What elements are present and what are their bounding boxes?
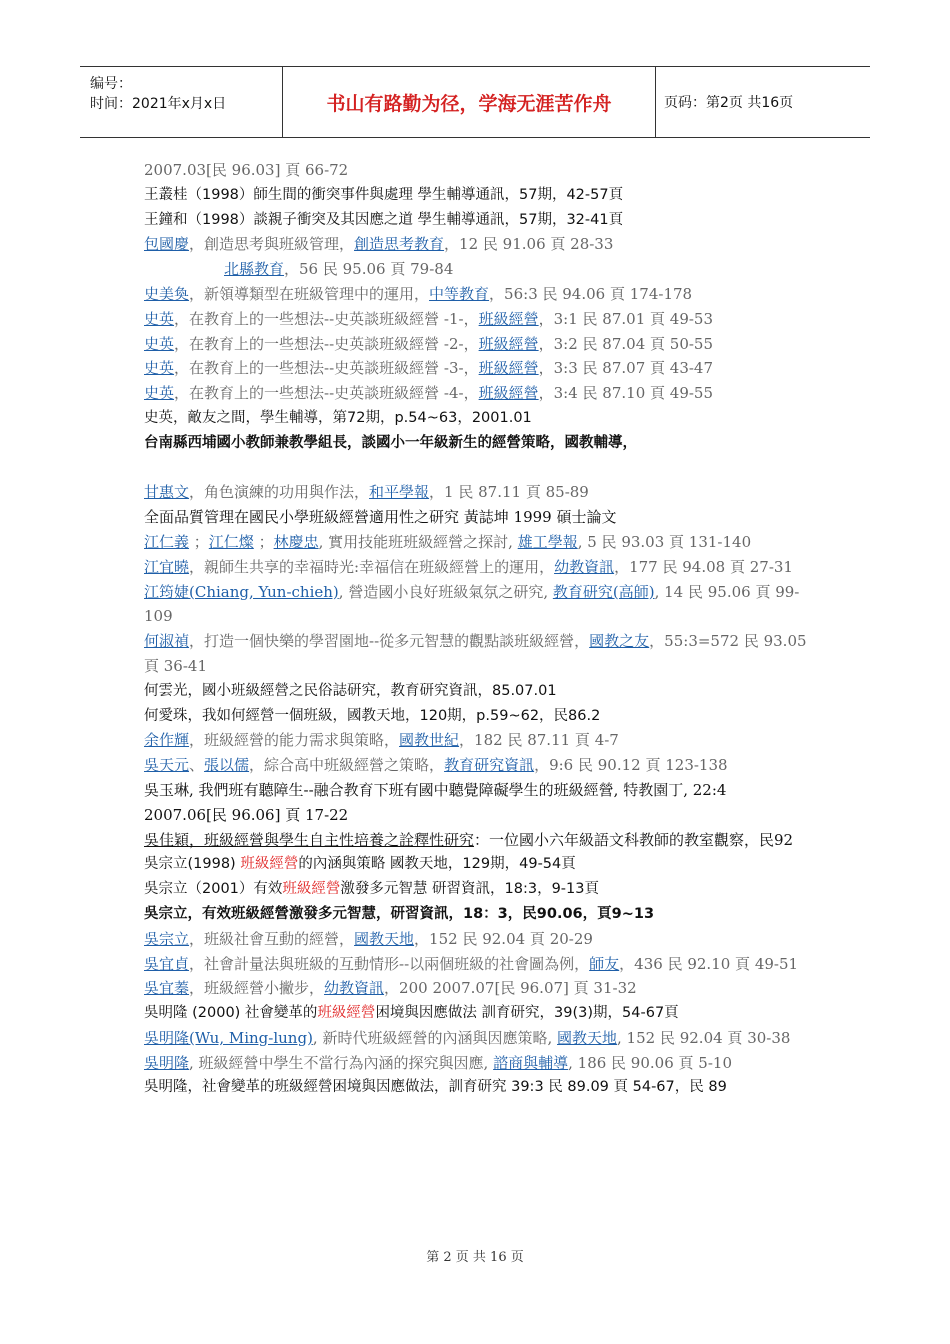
author-link[interactable]: 林慶忠 (273, 532, 319, 551)
ref-title: , 營造國小良好班級氣氛之研究, (338, 582, 553, 601)
blank-line (144, 456, 814, 481)
author-link[interactable]: 吳宗立 (144, 929, 190, 948)
ref-line-11 (144, 406, 814, 431)
ref-line-23 (144, 753, 814, 778)
journal-link[interactable]: 北縣教育 (224, 260, 285, 279)
ref-line-30 (144, 952, 814, 977)
ref-text: 全面品質管理在國民小學班級經營適用性之研究 黃誌坤 1999 碩士論文 (144, 508, 617, 527)
journal-link[interactable]: 創造思考教育 (354, 235, 445, 254)
author-link[interactable]: 張以儒 (204, 756, 250, 775)
ref-text: 困境與因應做法 訓育研究，39(3)期，54-67頁 (375, 1005, 679, 1022)
journal-link[interactable]: 幼教資訊 (324, 979, 385, 998)
ref-source: ，3:3 民 87.07 頁 43-47 (538, 359, 714, 378)
author-link[interactable]: 吳宜蓁 (144, 979, 190, 998)
ref-title: ，角色演練的功用與作法， (189, 483, 370, 502)
ref-line-28 (144, 902, 814, 927)
ref-text: 吳明隆 (2000) 社會變革的 (144, 1005, 318, 1022)
ref-line-12 (144, 431, 814, 456)
ref-line-17 (144, 555, 814, 580)
ref-line-18 (144, 580, 814, 630)
journal-link[interactable]: 班級經營 (478, 309, 539, 328)
highlight-term: 班級經營 (282, 881, 341, 898)
ref-source: ，3:2 民 87.04 頁 50-55 (538, 334, 714, 353)
ref-line-6 (144, 282, 814, 307)
separator: 、 (189, 756, 205, 775)
separator: ； (253, 532, 274, 551)
ref-title: ，社會計量法與班級的互動情形--以兩個班級的社會圖為例， (189, 954, 590, 973)
header-page-info: 页码：第2页 共16页 (664, 95, 794, 111)
journal-link[interactable]: 幼教資訊 (554, 557, 615, 576)
ref-line-16 (144, 530, 814, 555)
ref-line-20 (144, 679, 814, 704)
ref-title: ，班級社會互動的經營， (189, 929, 355, 948)
ref-title: , 班級經營中學生不當行為內涵的探究與因應, (189, 1053, 494, 1072)
ref-title: ，在教育上的一些想法--史英談班級經營 -1-， (174, 309, 479, 328)
journal-link[interactable]: 班級經營 (478, 384, 539, 403)
page-header (80, 66, 870, 138)
ref-line-9 (144, 356, 814, 381)
ref-text: 吳玉琳, 我們班有聽障生--融合教育下班有國中聽覺障礙學生的班級經營, 特教園丁, 22:4 2007.06[民 96.06] 頁 17-22 (144, 780, 727, 824)
author-link[interactable]: 吳天元 (144, 756, 190, 775)
ref-source: ，436 民 92.10 頁 49-51 (619, 954, 799, 973)
ref-text: 激發多元智慧 研習資訊，18:3，9-13頁 (340, 881, 599, 898)
ref-title: ，在教育上的一些想法--史英談班級經營 -2-， (174, 334, 479, 353)
author-link[interactable]: 甘惠文 (144, 483, 190, 502)
ref-line-34 (144, 1051, 814, 1076)
author-link[interactable]: 吳明隆 (144, 1053, 190, 1072)
ref-source: ，12 民 91.06 頁 28-33 (444, 235, 614, 254)
ref-title: ，在教育上的一些想法--史英談班級經營 -4-， (174, 384, 479, 403)
ref-source: , 186 民 90.06 頁 5-10 (568, 1053, 732, 1072)
journal-link[interactable]: 和平學報 (369, 483, 430, 502)
ref-line-1 (144, 158, 814, 183)
ref-title: ，班級經營的能力需求與策略， (189, 731, 400, 750)
ref-line-4 (144, 232, 814, 257)
ref-text: 何愛珠，我如何經營一個班級，國教天地，120期，p.59~62，民86.2 (144, 707, 601, 724)
ref-source: , 152 民 92.04 頁 30-38 (617, 1028, 791, 1047)
journal-link[interactable]: 教育研究(高師) (552, 582, 655, 601)
ref-source: ，3:1 民 87.01 頁 49-53 (538, 309, 714, 328)
journal-link[interactable]: 班級經營 (478, 359, 539, 378)
ref-title: , 新時代班級經營的內涵與因應策略, (312, 1028, 557, 1047)
highlight-term: 班級經營 (317, 1005, 376, 1022)
author-link[interactable]: 史英 (144, 359, 175, 378)
ref-source: ，182 民 87.11 頁 4-7 (459, 731, 619, 750)
ref-text: 王叢桂（1998）師生間的衝突事件與處理 學生輔導通訊，57期，42-57頁 (144, 186, 624, 203)
journal-link[interactable]: 雄工學報 (517, 532, 578, 551)
ref-title: ，新領導類型在班級管理中的運用， (189, 284, 430, 303)
author-link[interactable]: 包國慶 (144, 235, 190, 254)
ref-text: 吳宗立（2001）有效 (144, 881, 283, 898)
ref-source: ，177 民 94.08 頁 27-31 (614, 557, 793, 576)
journal-link[interactable]: 班級經營 (478, 334, 539, 353)
ref-text: 台南縣西埔國小教師兼教學組長，談國小一年級新生的經營策略，國教輔導， (144, 434, 637, 451)
ref-source: , 14 民 95.06 頁 99-109 (144, 582, 800, 626)
header-motto: 书山有路勤为径，学海无涯苦作舟 (283, 67, 656, 137)
page-footer: 第 2 页 共 16 页 (426, 1250, 524, 1265)
ref-source: , 5 民 93.03 頁 131-140 (577, 532, 752, 551)
ref-source: ，1 民 87.11 頁 85-89 (429, 483, 589, 502)
ref-line-33 (144, 1026, 814, 1051)
ref-source: ，152 民 92.04 頁 20-29 (414, 929, 593, 948)
bibliography-list (144, 158, 814, 1100)
ref-line-24 (144, 778, 814, 828)
ref-title: ，綜合高中班級經營之策略， (249, 756, 445, 775)
ref-title: ，親師生共享的幸福時光:幸福信在班級經營上的運用， (189, 557, 555, 576)
author-link[interactable]: 史美奐 (144, 284, 190, 303)
ref-line-31 (144, 976, 814, 1001)
ref-text: 2007.03[民 96.03] 頁 66-72 (144, 161, 349, 179)
ref-text: 史英，敵友之間，學生輔導，第72期，p.54~63，2001.01 (144, 409, 532, 426)
journal-link[interactable]: 國教世紀 (399, 731, 460, 750)
ref-source: ，55:3=572 民 93.05 頁 36-41 (144, 632, 807, 675)
author-link[interactable]: 江仁燦 (208, 532, 254, 551)
author-link[interactable]: 史英 (144, 334, 175, 353)
ref-line-19 (144, 629, 814, 679)
ref-line-2 (144, 183, 814, 208)
author-link[interactable]: 江宜曉 (144, 557, 190, 576)
ref-line-21 (144, 704, 814, 729)
author-link[interactable]: 史英 (144, 309, 175, 328)
ref-title: ，創造思考與班級管理， (189, 235, 355, 254)
author-link[interactable]: 余作輝 (144, 731, 190, 750)
author-link[interactable]: 史英 (144, 384, 175, 403)
journal-link[interactable]: 中等教育 (429, 284, 490, 303)
journal-link[interactable]: 國教天地 (354, 929, 415, 948)
thesis-title: 吳佳穎，班級經營與學生自主性培養之詮釋性研究 (144, 830, 475, 849)
ref-source: ，3:4 民 87.10 頁 49-55 (538, 384, 714, 403)
ref-title: ，班級經營小撇步， (189, 979, 325, 998)
ref-text: 吳明隆，社會變革的班級經營困境與因應做法，訓育研究 39:3 民 89.09 頁 54-67，民 89 (144, 1079, 727, 1096)
ref-line-32 (144, 1001, 814, 1026)
ref-text: 的內涵與策略 國教天地，129期，49-54頁 (298, 856, 576, 873)
ref-source: ，56 民 95.06 頁 79-84 (284, 260, 454, 279)
journal-link[interactable]: 諮商與輔導 (493, 1053, 569, 1072)
author-link[interactable]: 何淑禎 (144, 632, 190, 651)
ref-title: ，在教育上的一些想法--史英談班級經營 -3-， (174, 359, 479, 378)
ref-source: ，56:3 民 94.06 頁 174-178 (489, 284, 693, 303)
ref-line-25 (144, 828, 814, 853)
ref-line-22 (144, 728, 814, 753)
author-link[interactable]: 吳明隆(Wu, Ming-lung) (144, 1028, 313, 1047)
journal-link[interactable]: 國教之友 (589, 632, 650, 651)
ref-text: 吳宗立(1998) (144, 856, 241, 873)
ref-text: ：一位國小六年級語文科教師的教室觀察，民92 (474, 830, 794, 849)
ref-source: ，200 2007.07[民 96.07] 頁 31-32 (384, 979, 637, 998)
ref-line-27 (144, 877, 814, 902)
ref-title: ，打造一個快樂的學習園地--從多元智慧的觀點談班級經營， (189, 632, 590, 651)
author-link[interactable]: 江筠婕(Chiang, Yun-chieh) (144, 582, 339, 601)
ref-line-29 (144, 927, 814, 952)
author-link[interactable]: 吳宜貞 (144, 954, 190, 973)
highlight-term: 班級經營 (240, 856, 299, 873)
ref-line-10 (144, 381, 814, 406)
ref-text: 王鐘和（1998）談親子衝突及其因應之道 學生輔導通訊，57期，32-41頁 (144, 211, 624, 228)
journal-link[interactable]: 國教天地 (557, 1028, 618, 1047)
ref-text: 何雲光，國小班級經營之民俗誌研究，教育研究資訊，85.07.01 (144, 682, 557, 699)
ref-source: ，9:6 民 90.12 頁 123-138 (534, 756, 728, 775)
journal-link[interactable]: 教育研究資訊 (444, 756, 535, 775)
ref-line-3 (144, 208, 814, 233)
ref-line-26 (144, 852, 814, 877)
journal-link[interactable]: 師友 (589, 954, 620, 973)
separator: ； (189, 532, 209, 551)
ref-line-8 (144, 332, 814, 357)
header-meta-cell (80, 67, 283, 137)
ref-line-5 (144, 257, 814, 282)
ref-title: , 實用技能班班級經營之探討, (318, 532, 518, 551)
ref-line-14 (144, 480, 814, 505)
author-link[interactable]: 江仁義 (144, 532, 190, 551)
time-label: 时间：2021年x月x日 (90, 96, 227, 112)
ref-line-7 (144, 307, 814, 332)
ref-text: 吳宗立，有效班級經營激發多元智慧，研習資訊，18：3，民90.06，頁9~13 (144, 905, 655, 922)
number-label: 编号： (90, 76, 132, 92)
ref-line-35 (144, 1075, 814, 1100)
ref-line-15 (144, 505, 814, 530)
